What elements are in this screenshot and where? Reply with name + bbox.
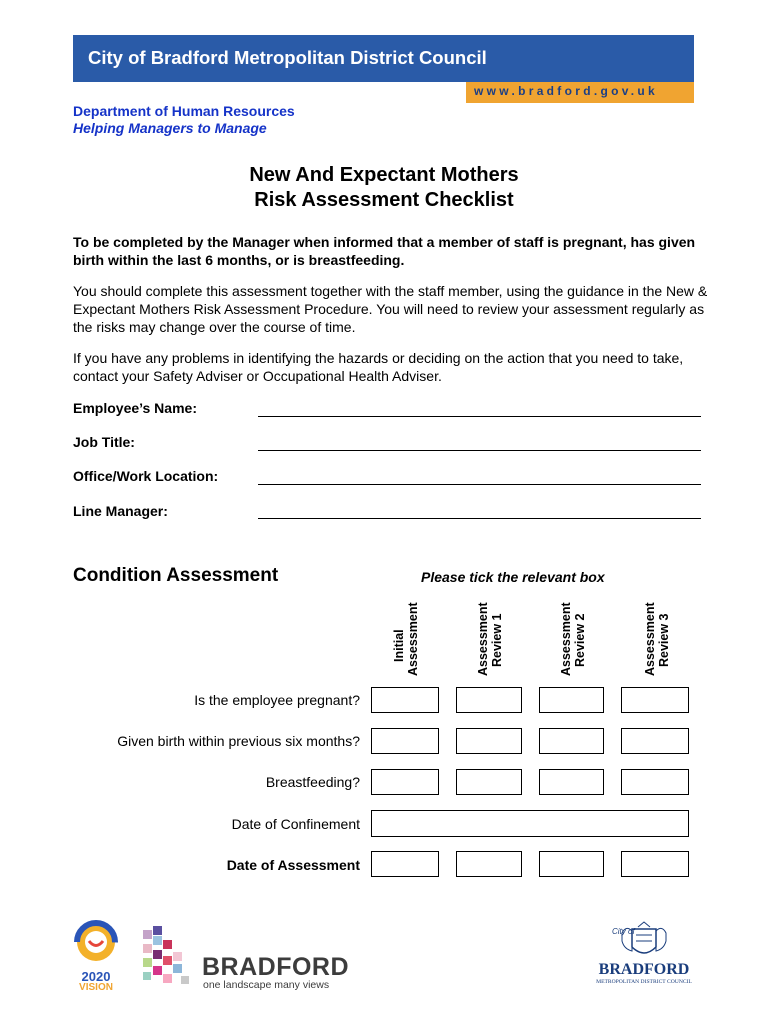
- column-header-line: Assessment: [406, 602, 420, 676]
- vision-2020-logo: [74, 920, 118, 993]
- column-header-line: Review 1: [490, 613, 504, 667]
- date-of-confinement-field[interactable]: [371, 810, 689, 837]
- intro-paragraph-2: If you have any problems in identifying the hazards or deciding on the action that you need to take, contact your Safety Adviser or Occupational Health Adviser.: [73, 350, 684, 384]
- condition-assessment-heading: Condition Assessment: [73, 565, 279, 586]
- employee-name-field[interactable]: [258, 416, 701, 417]
- vision-ring-icon: [74, 920, 118, 964]
- job-title-label: Job Title:: [73, 434, 135, 450]
- checkbox-given-birth-review-3[interactable]: [621, 728, 689, 754]
- checkbox-breastfeeding-review-2[interactable]: [539, 769, 604, 795]
- row-label-breastfeeding: Breastfeeding?: [265, 774, 360, 790]
- job-title-field[interactable]: [258, 450, 701, 451]
- council-name: City of Bradford Metropolitan District Council: [88, 47, 487, 68]
- employee-name-label: Employee’s Name:: [73, 400, 197, 416]
- column-header-line: Review 3: [657, 613, 671, 667]
- website-link[interactable]: www.bradford.gov.uk: [474, 84, 659, 98]
- row-label-given-birth: Given birth within previous six months?: [117, 733, 360, 749]
- vision-year: 2020: [81, 969, 111, 984]
- department-name: Department of Human Resources: [73, 103, 295, 119]
- checkbox-pregnant-review-1[interactable]: [456, 687, 522, 713]
- intro-instruction: To be completed by the Manager when informed that a member of staff is pregnant, has given birth within the last 6 months, or is breastfeeding.: [73, 234, 696, 268]
- bradford-wordmark: BRADFORD: [202, 953, 350, 981]
- checkbox-pregnant-review-3[interactable]: [621, 687, 689, 713]
- checkbox-pregnant-review-2[interactable]: [539, 687, 604, 713]
- vision-word: VISION: [79, 982, 113, 993]
- column-header-review-2: [559, 546, 587, 676]
- row-label-date-of-confinement: Date of Confinement: [231, 816, 360, 832]
- column-header-line: Initial: [392, 629, 406, 662]
- document-title-line1: New And Expectant Mothers: [249, 164, 519, 186]
- checkbox-breastfeeding-review-1[interactable]: [456, 769, 522, 795]
- date-assessment-review-1[interactable]: [456, 851, 522, 877]
- row-label-date-of-assessment: Date of Assessment: [226, 857, 360, 873]
- column-header-initial: [392, 546, 420, 676]
- council-subtitle: METROPOLITAN DISTRICT COUNCIL: [596, 979, 692, 985]
- date-assessment-review-3[interactable]: [621, 851, 689, 877]
- checkbox-given-birth-review-2[interactable]: [539, 728, 604, 754]
- column-header-line: Assessment: [476, 602, 490, 676]
- tick-instruction: Please tick the relevant box: [421, 569, 605, 585]
- date-assessment-initial[interactable]: [371, 851, 439, 877]
- line-manager-field[interactable]: [258, 518, 701, 519]
- department-tagline: Helping Managers to Manage: [73, 120, 267, 136]
- row-label-pregnant: Is the employee pregnant?: [194, 692, 360, 708]
- column-header-line: Assessment: [559, 602, 573, 676]
- column-header-line: Assessment: [643, 602, 657, 676]
- bradford-slogan: one landscape many views: [203, 979, 330, 991]
- council-city-of: City of: [612, 927, 635, 936]
- checkbox-given-birth-review-1[interactable]: [456, 728, 522, 754]
- work-location-field[interactable]: [258, 484, 701, 485]
- column-header-review-3: [643, 546, 671, 676]
- coat-of-arms-icon: [592, 921, 696, 963]
- date-assessment-review-2[interactable]: [539, 851, 604, 877]
- checkbox-breastfeeding-initial[interactable]: [371, 769, 439, 795]
- checkbox-given-birth-initial[interactable]: [371, 728, 439, 754]
- checkbox-pregnant-initial[interactable]: [371, 687, 439, 713]
- line-manager-label: Line Manager:: [73, 503, 168, 519]
- council-wordmark: BRADFORD: [598, 961, 690, 978]
- checkbox-breastfeeding-review-3[interactable]: [621, 769, 689, 795]
- intro-paragraph-1: You should complete this assessment together with the staff member, using the guidance in the New & Expectant Mothers Risk Assessment Procedure. You will need to review your assessment regularly as the risks may change over the course of time.: [73, 283, 708, 335]
- work-location-label: Office/Work Location:: [73, 468, 219, 484]
- document-title-line2: Risk Assessment Checklist: [254, 189, 514, 211]
- column-header-line: Review 2: [573, 613, 587, 667]
- mosaic-icon: [143, 926, 197, 988]
- column-header-review-1: [476, 546, 504, 676]
